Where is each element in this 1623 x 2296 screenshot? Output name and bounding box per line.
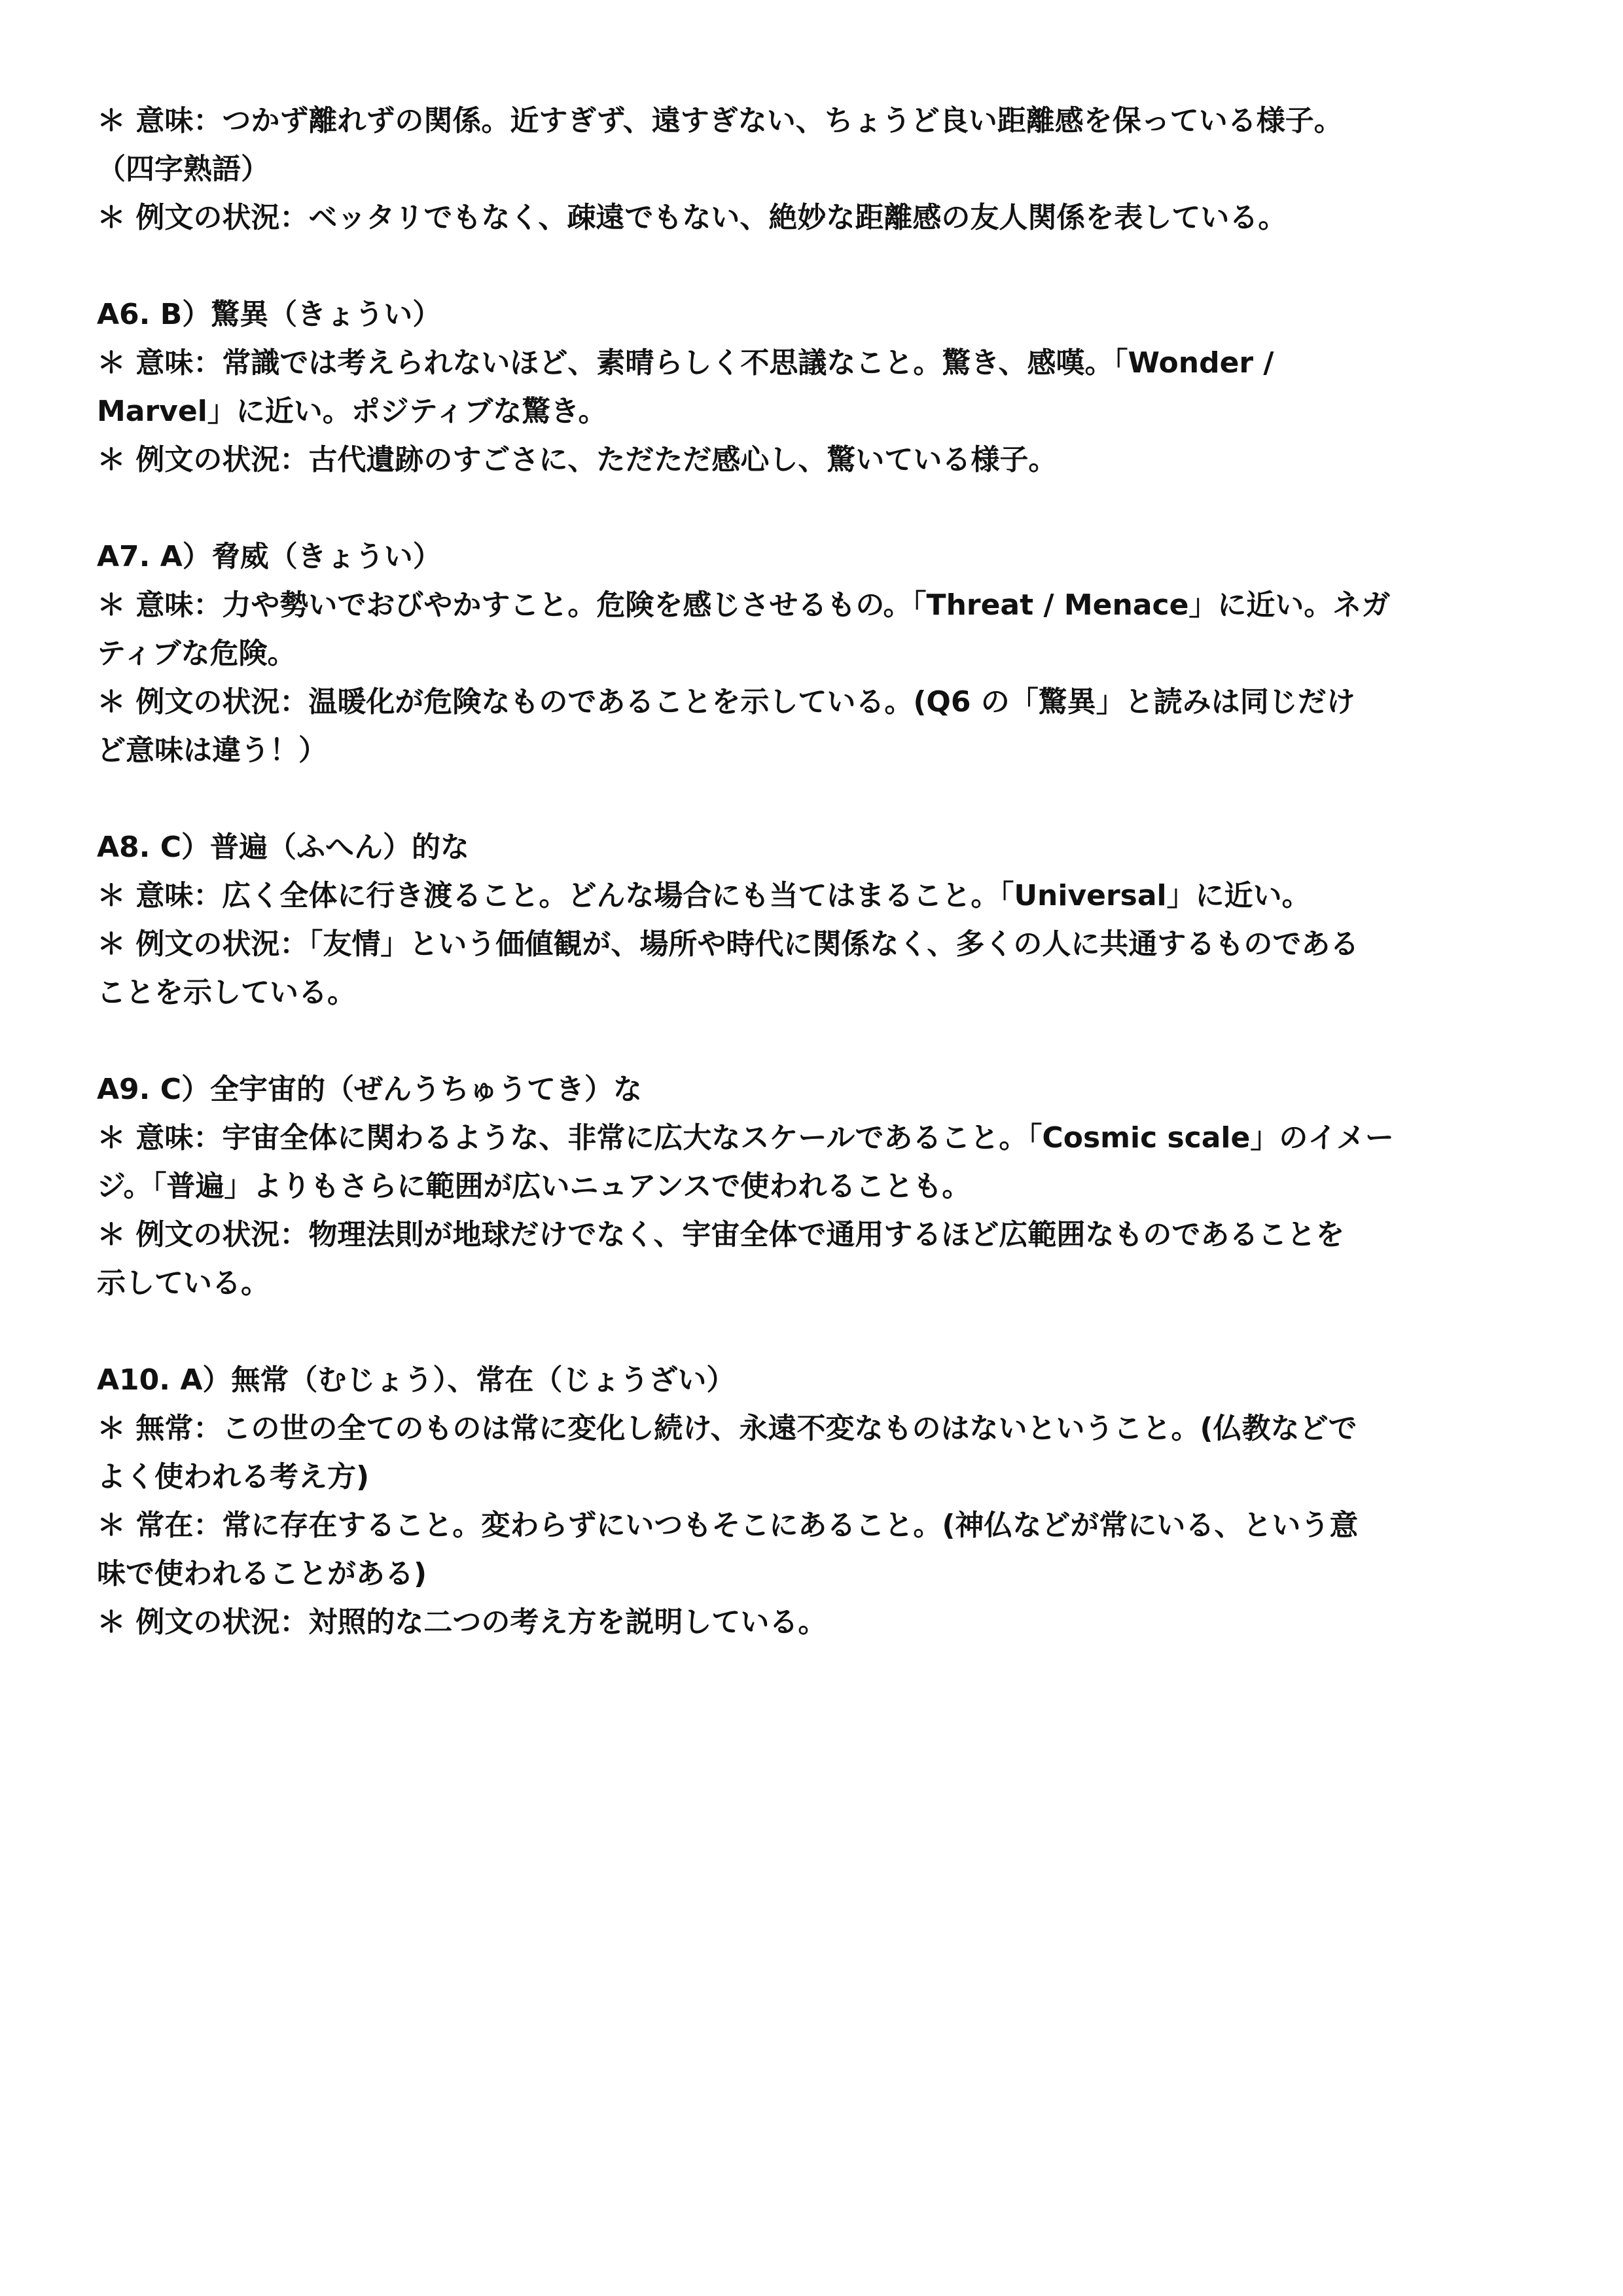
text-line: ＊ 例文の状況：ベッタリでもなく、疎遠でもない、絶妙な距離感の友人関係を表している。 (97, 201, 1287, 234)
section-gap (97, 775, 1531, 823)
answer-section (97, 291, 1531, 484)
text-line: ＊ 例文の状況：古代遺跡のすごさに、ただただ感心し、驚いている様子。 (97, 443, 1058, 476)
text-line: ティブな危険。 (97, 637, 296, 670)
text-line: ＊ 例文の状況：対照的な二つの考え方を説明している。 (97, 1605, 827, 1639)
section-gap (97, 242, 1531, 291)
answer-section (97, 823, 1531, 1017)
text-line: ジ。「普遍」よりもさらに範囲が広いニュアンスで使われることも。 (97, 1170, 971, 1203)
text-line: ＊ 意味：力や勢いでおびやかすこと。危険を感じさせるもの。「Threat / Menace」に近い。ネガ (97, 588, 1391, 622)
text-line: 示している。 (97, 1266, 270, 1300)
text-line: ことを示している。 (97, 976, 356, 1009)
text-line: ＊ 意味：宇宙全体に関わるような、非常に広大なスケールであること。「Cosmic scale」のイメー (97, 1121, 1394, 1155)
text-line: ＊ 例文の状況：物理法則が地球だけでなく、宇宙全体で通用するほど広範囲なものであることを (97, 1218, 1345, 1251)
text-line: ＊ 意味：つかず離れずの関係。近すぎず、遠すぎない、ちょうど良い距離感を保っている様子。 (97, 104, 1343, 137)
text-line: ど意味は違う！） (97, 734, 327, 767)
answer-heading: A6. B）驚異（きょうい） (97, 298, 442, 331)
answer-heading: A10. A）無常（むじょう）、常在（じょうざい） (97, 1363, 736, 1397)
text-line: ＊ 意味：広く全体に行き渡ること。どんな場合にも当てはまること。「Universal」に近い。 (97, 879, 1311, 912)
section-gap (97, 484, 1531, 533)
answer-section (97, 1356, 1531, 1647)
text-line: ＊ 無常：この世の全てのものは常に変化し続け、永遠不変なものはないということ。(仏教などで (97, 1412, 1357, 1445)
text-line: ＊ 意味：常識では考えられないほど、素晴らしく不思議なこと。驚き、感嘆。「Wonder / (97, 346, 1274, 380)
section-gap (97, 1308, 1531, 1356)
text-line: ＊ 例文の状況：温暖化が危険なものであることを示している。(Q6 の「驚異」と読みは同じだけ (97, 685, 1355, 719)
answer-section (97, 533, 1531, 775)
text-line: 味で使われることがある) (97, 1557, 427, 1590)
answer-heading: A9. C）全宇宙的（ぜんうちゅうてき）な (97, 1073, 642, 1106)
answer-heading: A7. A）脅威（きょうい） (97, 540, 442, 573)
text-line: Marvel」に近い。ポジティブな驚き。 (97, 395, 607, 428)
answer-heading: A8. C）普遍（ふへん）的な (97, 831, 469, 864)
answer-section (97, 1066, 1531, 1308)
text-line: （四字熟語） (97, 152, 270, 186)
text-line: ＊ 例文の状況：「友情」という価値観が、場所や時代に関係なく、多くの人に共通するものである (97, 927, 1359, 961)
section-gap (97, 1017, 1531, 1066)
answer-section (97, 97, 1531, 242)
text-line: ＊ 常在：常に存在すること。変わらずにいつもそこにあること。(神仏などが常にいる、という意 (97, 1509, 1359, 1542)
text-line: よく使われる考え方) (97, 1460, 370, 1494)
